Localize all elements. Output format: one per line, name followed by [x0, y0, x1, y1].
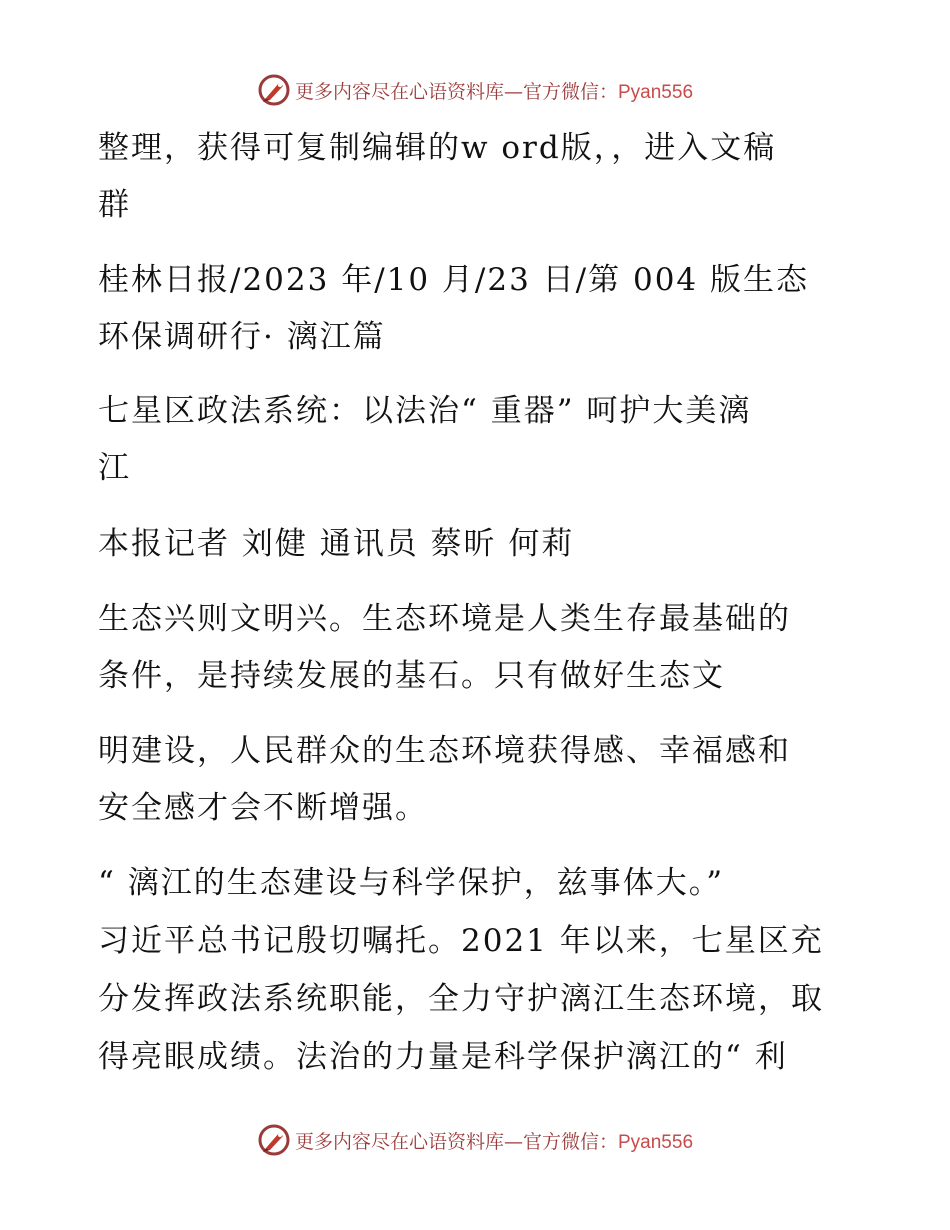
text-line: 七星区政法系统：以法治“ 重器” 呵护大美漓	[98, 393, 752, 429]
text-line: 江	[98, 450, 131, 486]
text-line: 得亮眼成绩。法治的力量是科学保护漓江的“ 利	[98, 1039, 788, 1075]
text-line: 条件，是持续发展的基石。只有做好生态文	[98, 658, 725, 694]
pen-logo-icon	[257, 1123, 291, 1157]
text-line: 整理，获得可复制编辑的w ord版，，进入文稿	[98, 130, 777, 166]
text-line: 分发挥政法系统职能，全力守护漓江生态环境，取	[98, 981, 824, 1017]
banner-text: 更多内容尽在心语资料库—官方微信：Pyan556	[294, 80, 694, 103]
text-line: 群	[98, 187, 131, 223]
footer-banner	[0, 1120, 950, 1160]
pen-logo-icon	[257, 73, 291, 107]
text-line: 安全感才会不断增强。	[98, 790, 428, 826]
text-line: 环保调研行· 漓江篇	[98, 319, 386, 355]
text-line: 生态兴则文明兴。生态环境是人类生存最基础的	[98, 601, 791, 637]
banner-text: 更多内容尽在心语资料库—官方微信：Pyan556	[294, 1130, 694, 1153]
header-banner	[0, 70, 950, 110]
text-line: 桂林日报/2023 年/10 月/23 日/第 004 版生态	[98, 262, 810, 298]
text-line: “ 漓江的生态建设与科学保护，兹事体大。”	[98, 865, 725, 901]
text-line: 习近平总书记殷切嘱托。2021 年以来，七星区充	[98, 923, 824, 959]
text-line: 明建设，人民群众的生态环境获得感、幸福感和	[98, 733, 791, 769]
text-line: 本报记者 刘健 通讯员 蔡昕 何莉	[98, 526, 575, 562]
